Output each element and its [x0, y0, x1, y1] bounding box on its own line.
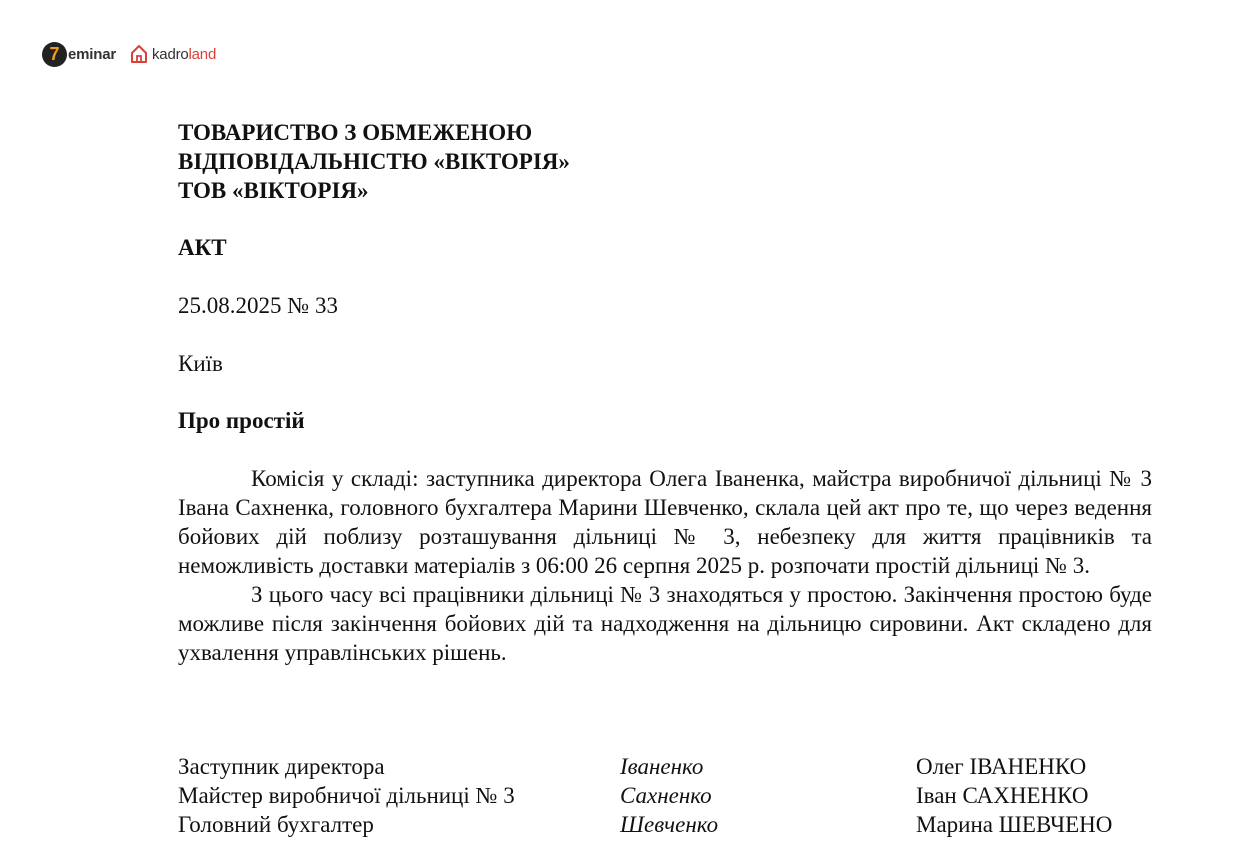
- document-type: АКТ: [178, 235, 227, 260]
- document-subject: Про простій: [178, 408, 305, 433]
- zeminar-logo-text: eminar: [68, 45, 116, 63]
- kadroland-logo-text: [152, 46, 216, 63]
- signer-position: Майстер виробничої дільниці № 3: [178, 783, 515, 808]
- zeminar-logo[interactable]: [42, 42, 116, 67]
- header-logos: [42, 40, 216, 68]
- signature-row: [178, 752, 1152, 781]
- document-date-number: 25.08.2025 № 33: [178, 293, 338, 318]
- signer-signature: Сахненко: [620, 783, 712, 808]
- org-short-name: ТОВ «ВІКТОРІЯ»: [178, 178, 369, 203]
- kadroland-logo[interactable]: [130, 44, 216, 64]
- org-name-line1: ТОВАРИСТВО З ОБМЕЖЕНОЮ: [178, 120, 533, 145]
- document-body: [178, 464, 1152, 667]
- org-name-line2: ВІДПОВІДАЛЬНІСТЮ «ВІКТОРІЯ»: [178, 149, 570, 174]
- document-city: Київ: [178, 351, 223, 376]
- kadroland-text-part1: kadro: [152, 45, 189, 63]
- signer-position: Заступник директора: [178, 754, 385, 779]
- signer-signature: Шевченко: [620, 812, 719, 837]
- house-icon: [130, 44, 148, 64]
- signature-row: [178, 810, 1152, 839]
- signer-name: Іван САХНЕНКО: [916, 783, 1089, 808]
- body-paragraph: Комісія у складі: заступника директора Олега Іваненка, майстра виробничої дільниці № 3 Івана Сахненка, головного бухгалтера Марини Шевченко, склала цей акт про те, що через ведення бойових дій поблизу розташування дільниці № 3, небезпеку для життя працівників та неможливість доставки матеріалів з 06:00 26 серпня 2025 р. розпочати простій дільниці № 3.: [178, 466, 1152, 578]
- signer-name: Олег ІВАНЕНКО: [916, 754, 1087, 779]
- kadroland-text-part2: land: [188, 45, 217, 63]
- body-paragraph: З цього часу всі працівники дільниці № 3 знаходяться у простою. Закінчення простою буде можливе після закінчення бойових дій та надходження на дільницю сировини. Акт складено для ухвалення управлінських рішень.: [178, 582, 1152, 665]
- signer-position: Головний бухгалтер: [178, 812, 374, 837]
- signatures-block: [178, 752, 1152, 839]
- signer-signature: Іваненко: [620, 754, 704, 779]
- zeminar-badge-icon: 7: [42, 42, 67, 67]
- organization-name: [178, 118, 1152, 205]
- signer-name: Марина ШЕВЧЕНО: [916, 812, 1113, 837]
- signature-row: [178, 781, 1152, 810]
